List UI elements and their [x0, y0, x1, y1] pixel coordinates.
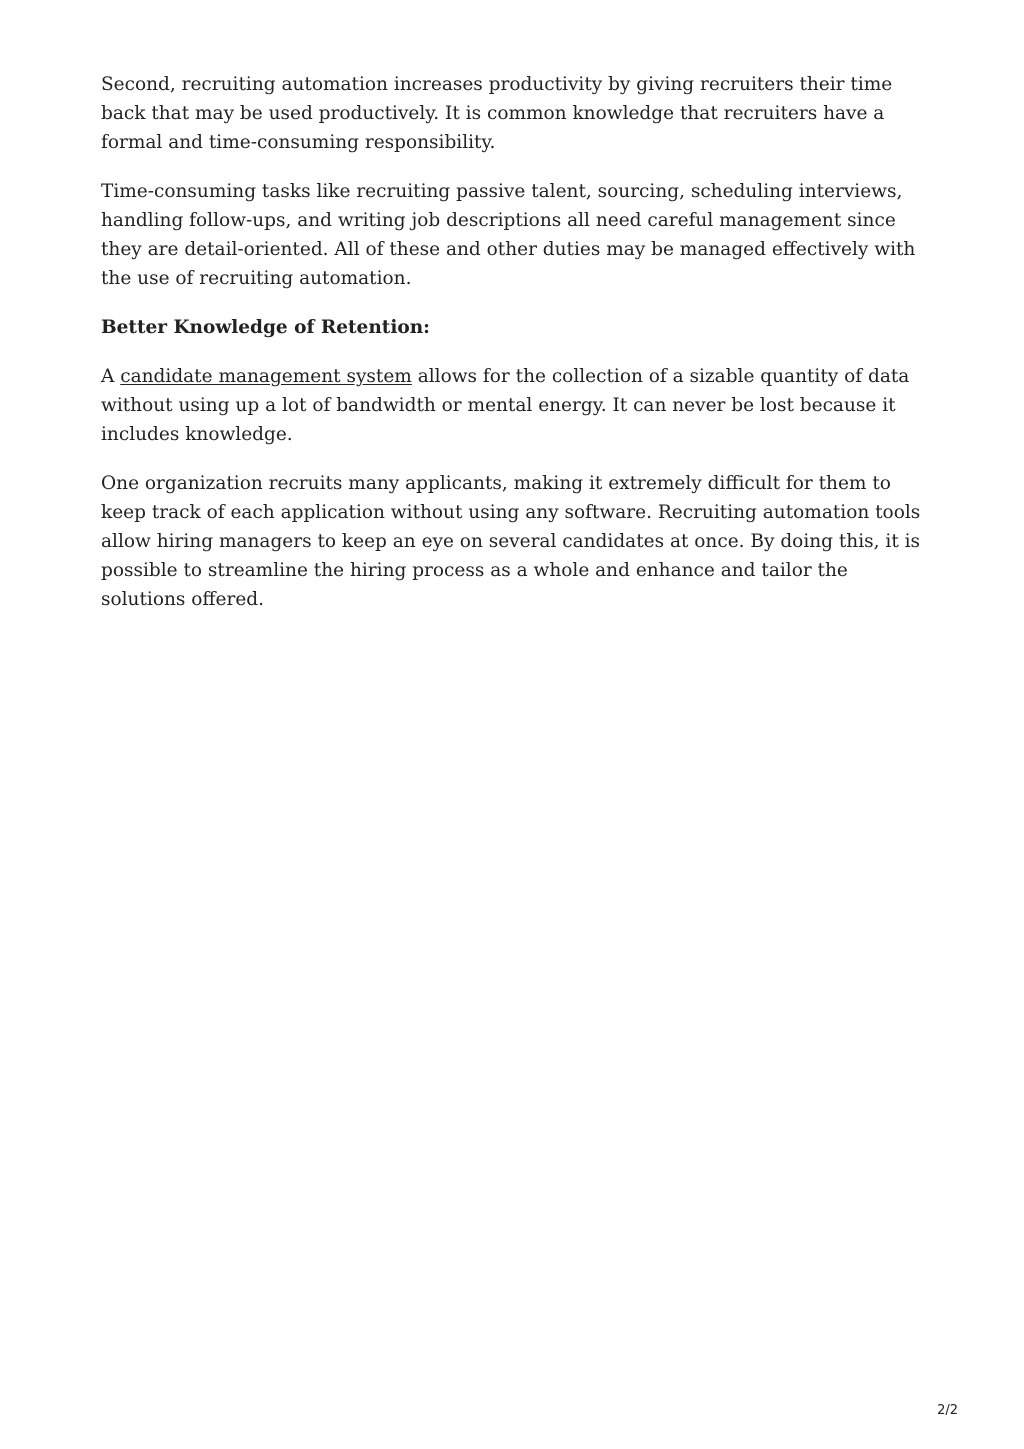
page-number: 2/2	[937, 1403, 958, 1418]
paragraph-candidate-management	[101, 362, 921, 449]
paragraph-time-consuming-tasks: Time-consuming tasks like recruiting passive talent, sourcing, scheduling interviews, handling follow-ups, and writing job descriptions all need careful management since they are detail-oriented. All of these and other duties may be managed effectively with the use of recruiting automation.	[101, 181, 916, 289]
heading-retention: Better Knowledge of Retention:	[101, 317, 430, 338]
article-body	[101, 70, 921, 634]
paragraph-suffix: allows for the collection of a sizable quantity of data without using up a lot of bandwidth or mental energy. It can never be lost because it includes knowledge.	[101, 366, 910, 445]
paragraph-productivity: Second, recruiting automation increases productivity by giving recruiters their time back that may be used productively. It is common knowledge that recruiters have a formal and time-consuming responsibility.	[101, 74, 893, 153]
candidate-management-system-link[interactable]: candidate management system	[120, 366, 412, 387]
paragraph-prefix: A	[101, 366, 121, 387]
paragraph-tracking-applications: One organization recruits many applicants, making it extremely difficult for them to keep track of each application without using any software. Recruiting automation tools allow hiring managers to keep an eye on several candidates at once. By doing this, it is possible to streamline the hiring process as a whole and enhance and tailor the solutions offered.	[101, 473, 921, 610]
